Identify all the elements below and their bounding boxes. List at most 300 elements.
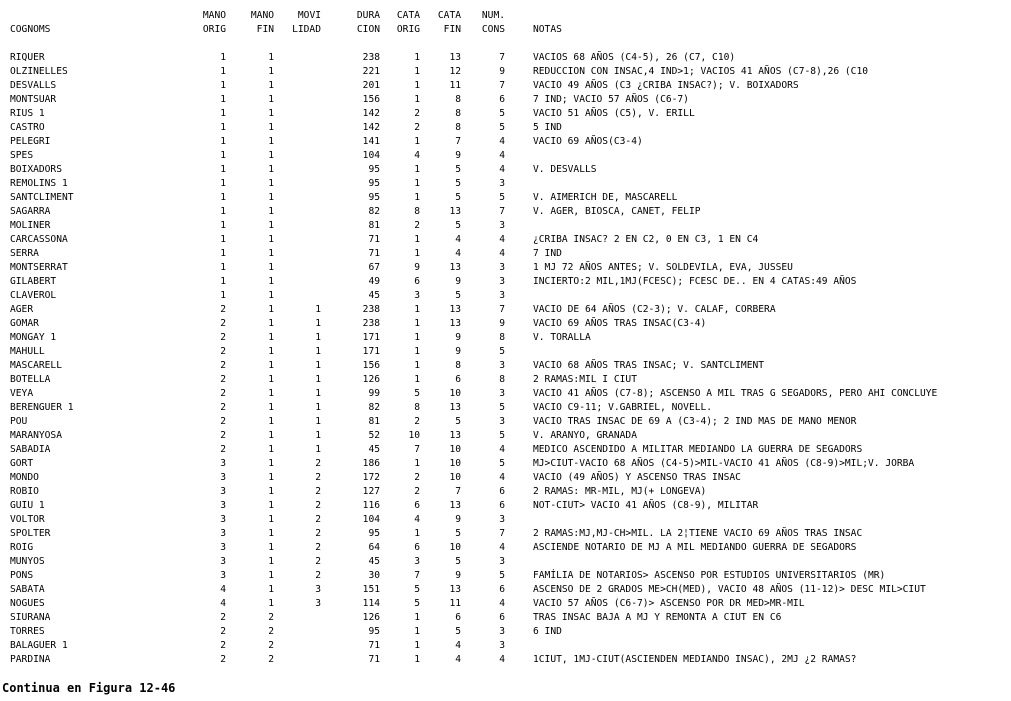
cell-movilidad — [284, 191, 321, 205]
cell-mano-fin: 1 — [268, 108, 274, 119]
cell-cata-orig: 1 — [414, 66, 420, 77]
cell-cata-orig: 1 — [414, 332, 420, 343]
cell-cata-fin: 13 — [449, 500, 461, 511]
cell-cognoms: SERRA — [10, 248, 39, 259]
cell-duracion: 142 — [362, 108, 380, 119]
cell-cata-orig: 1 — [414, 612, 420, 623]
cell-mano-orig: 2 — [220, 626, 226, 637]
cell-num-cons: 4 — [499, 444, 505, 455]
cell-cata-fin: 13 — [449, 402, 461, 413]
cell-movilidad: 1 — [315, 416, 321, 427]
cell-mano-fin: 1 — [268, 388, 274, 399]
cell-cata-fin: 11 — [449, 80, 461, 91]
cell-cognoms: OLZINELLES — [10, 66, 68, 77]
cell-movilidad — [284, 79, 321, 93]
cell-notas: NOT-CIUT> VACIO 41 AÑOS (C8-9), MILITAR — [533, 500, 759, 511]
cell-mano-fin: 1 — [268, 416, 274, 427]
cell-cata-fin: 5 — [455, 178, 461, 189]
cell-cata-fin: 13 — [449, 52, 461, 63]
cell-duracion: 127 — [362, 486, 380, 497]
cell-notas: TRAS INSAC BAJA A MJ Y REMONTA A CIUT EN C6 — [533, 612, 782, 623]
cell-notas — [533, 289, 1008, 303]
cell-mano-fin: 1 — [268, 248, 274, 259]
cell-cata-fin: 5 — [455, 626, 461, 637]
cell-num-cons: 4 — [499, 654, 505, 665]
cell-notas: V. AIMERICH DE, MASCARELL — [533, 192, 678, 203]
cell-cata-orig: 2 — [414, 220, 420, 231]
cell-num-cons: 6 — [499, 584, 505, 595]
cell-cata-fin: 9 — [455, 570, 461, 581]
cell-num-cons: 4 — [499, 542, 505, 553]
cell-cata-fin: 13 — [449, 262, 461, 273]
cell-duracion: 99 — [368, 388, 380, 399]
cell-cata-orig: 1 — [414, 304, 420, 315]
cell-movilidad: 2 — [315, 570, 321, 581]
cell-duracion: 67 — [368, 262, 380, 273]
cell-cata-orig: 5 — [414, 598, 420, 609]
cell-movilidad: 1 — [315, 318, 321, 329]
cell-mano-orig: 4 — [220, 598, 226, 609]
cell-mano-fin: 1 — [268, 318, 274, 329]
cell-cognoms: MASCARELL — [10, 360, 62, 371]
cell-cognoms: BERENGUER 1 — [10, 402, 74, 413]
cell-cata-fin: 5 — [455, 220, 461, 231]
cell-cata-fin: 9 — [455, 346, 461, 357]
cell-movilidad — [284, 625, 321, 639]
cell-duracion: 104 — [362, 514, 380, 525]
cell-cata-orig: 2 — [414, 472, 420, 483]
cell-mano-fin: 1 — [268, 570, 274, 581]
cell-num-cons: 7 — [499, 528, 505, 539]
cell-duracion: 71 — [368, 248, 380, 259]
cell-movilidad — [284, 639, 321, 653]
cell-cata-fin: 13 — [449, 430, 461, 441]
cell-mano-orig: 1 — [220, 80, 226, 91]
cell-cognoms: TORRES — [10, 626, 45, 637]
cell-num-cons: 5 — [499, 108, 505, 119]
cell-num-cons: 4 — [499, 472, 505, 483]
cell-notas: VACIOS 68 AÑOS (C4-5), 26 (C7, C10) — [533, 52, 736, 63]
cell-cognoms: BOTELLA — [10, 374, 51, 385]
cell-mano-orig: 2 — [220, 304, 226, 315]
cell-mano-fin: 1 — [268, 472, 274, 483]
cell-movilidad: 1 — [315, 402, 321, 413]
cell-mano-orig: 2 — [220, 346, 226, 357]
header-duracion: CION — [356, 24, 380, 35]
cell-cata-orig: 2 — [414, 416, 420, 427]
cell-duracion: 95 — [368, 164, 380, 175]
cell-mano-orig: 1 — [220, 94, 226, 105]
cell-duracion: 45 — [368, 444, 380, 455]
cell-num-cons: 7 — [499, 304, 505, 315]
header-cata-orig: CATA — [396, 10, 420, 21]
cell-movilidad: 2 — [315, 500, 321, 511]
cell-cata-fin: 8 — [455, 94, 461, 105]
cell-mano-orig: 3 — [220, 500, 226, 511]
cell-cata-fin: 5 — [455, 416, 461, 427]
cell-mano-fin: 1 — [268, 206, 274, 217]
cell-cata-orig: 10 — [408, 430, 420, 441]
cell-mano-orig: 1 — [220, 192, 226, 203]
cell-mano-orig: 1 — [220, 150, 226, 161]
cell-cata-orig: 2 — [414, 486, 420, 497]
cell-cata-orig: 1 — [414, 94, 420, 105]
cell-notas: VACIO TRAS INSAC DE 69 A (C3-4); 2 IND MAS DE MANO MENOR — [533, 416, 857, 427]
cell-mano-fin: 1 — [268, 374, 274, 385]
cell-cata-fin: 6 — [455, 374, 461, 385]
cell-mano-fin: 1 — [268, 262, 274, 273]
cell-cognoms: BOIXADORS — [10, 164, 62, 175]
cell-movilidad — [284, 163, 321, 177]
cell-notas: 1CIUT, 1MJ-CIUT(ASCIENDEN MEDIANDO INSAC), 2MJ ¿2 RAMAS? — [533, 654, 857, 665]
cell-notas — [533, 513, 1008, 527]
cell-movilidad — [284, 289, 321, 303]
cell-mano-orig: 1 — [220, 248, 226, 259]
cell-mano-orig: 1 — [220, 290, 226, 301]
cell-num-cons: 3 — [499, 388, 505, 399]
cell-cata-fin: 13 — [449, 206, 461, 217]
cell-mano-fin: 1 — [268, 486, 274, 497]
cell-num-cons: 7 — [499, 80, 505, 91]
cell-num-cons: 6 — [499, 94, 505, 105]
cell-cata-fin: 8 — [455, 122, 461, 133]
cell-cognoms: MONTSUAR — [10, 94, 57, 105]
cell-mano-orig: 1 — [220, 108, 226, 119]
cell-mano-fin: 1 — [268, 598, 274, 609]
cell-num-cons: 6 — [499, 500, 505, 511]
cell-duracion: 95 — [368, 178, 380, 189]
cell-cognoms: MONDO — [10, 472, 39, 483]
cell-cata-orig: 9 — [414, 262, 420, 273]
cell-duracion: 114 — [362, 598, 380, 609]
cell-cognoms: VEYA — [10, 388, 34, 399]
header-num-cons: CONS — [481, 24, 505, 35]
cell-movilidad — [284, 219, 321, 233]
cell-duracion: 95 — [368, 528, 380, 539]
cell-movilidad: 1 — [315, 304, 321, 315]
cell-movilidad — [284, 135, 321, 149]
cell-cognoms: CARCASSONA — [10, 234, 68, 245]
cell-mano-orig: 1 — [220, 220, 226, 231]
cell-movilidad — [284, 107, 321, 121]
cell-cata-orig: 7 — [414, 570, 420, 581]
cell-duracion: 186 — [362, 458, 380, 469]
cell-mano-fin: 1 — [268, 444, 274, 455]
cell-num-cons: 6 — [499, 612, 505, 623]
header-cognoms — [10, 9, 150, 23]
cell-duracion: 126 — [362, 612, 380, 623]
cell-cata-fin: 5 — [455, 290, 461, 301]
cell-duracion: 45 — [368, 556, 380, 567]
cell-cata-fin: 13 — [449, 318, 461, 329]
cell-cognoms: GOMAR — [10, 318, 39, 329]
cell-cognoms: MUNYOS — [10, 556, 45, 567]
cell-num-cons: 5 — [499, 402, 505, 413]
cell-mano-fin: 1 — [268, 220, 274, 231]
cell-cata-fin: 12 — [449, 66, 461, 77]
header-duracion: DURA — [356, 10, 380, 21]
cell-duracion: 172 — [362, 472, 380, 483]
cell-mano-orig: 1 — [220, 164, 226, 175]
cell-mano-orig: 3 — [220, 556, 226, 567]
cell-mano-fin: 1 — [268, 430, 274, 441]
cell-movilidad — [284, 121, 321, 135]
cell-cata-orig: 1 — [414, 52, 420, 63]
cell-movilidad: 2 — [315, 528, 321, 539]
cell-mano-orig: 1 — [220, 276, 226, 287]
cell-movilidad: 1 — [315, 332, 321, 343]
cell-movilidad: 2 — [315, 542, 321, 553]
header-mano-fin: FIN — [256, 24, 274, 35]
cell-notas: 7 IND; VACIO 57 AÑOS (C6-7) — [533, 94, 689, 105]
cell-cata-orig: 4 — [414, 514, 420, 525]
header-num-cons: NUM. — [481, 10, 505, 21]
cell-cata-orig: 1 — [414, 374, 420, 385]
cell-mano-fin: 1 — [268, 178, 274, 189]
cell-cata-orig: 3 — [414, 556, 420, 567]
cell-mano-orig: 1 — [220, 234, 226, 245]
cell-duracion: 71 — [368, 640, 380, 651]
cell-mano-fin: 1 — [268, 276, 274, 287]
cell-notas: 2 RAMAS:MJ,MJ-CH>MIL. LA 2¦TIENE VACIO 69 AÑOS TRAS INSAC — [533, 528, 863, 539]
cell-cata-fin: 6 — [455, 612, 461, 623]
cell-cata-fin: 10 — [449, 444, 461, 455]
cell-num-cons: 3 — [499, 556, 505, 567]
cell-movilidad: 1 — [315, 374, 321, 385]
cell-duracion: 142 — [362, 122, 380, 133]
cell-num-cons: 3 — [499, 640, 505, 651]
cell-cognoms: POU — [10, 416, 28, 427]
cell-movilidad: 3 — [315, 598, 321, 609]
cell-mano-fin: 1 — [268, 52, 274, 63]
cell-cata-orig: 1 — [414, 318, 420, 329]
cell-duracion: 238 — [362, 304, 380, 315]
cell-cognoms: MONTSERRAT — [10, 262, 68, 273]
cell-cata-orig: 6 — [414, 500, 420, 511]
cell-cata-orig: 2 — [414, 108, 420, 119]
cell-cata-orig: 5 — [414, 388, 420, 399]
cell-mano-orig: 3 — [220, 458, 226, 469]
cell-num-cons: 7 — [499, 52, 505, 63]
cell-mano-fin: 1 — [268, 94, 274, 105]
cell-duracion: 45 — [368, 290, 380, 301]
cell-duracion: 64 — [368, 542, 380, 553]
cell-notas: VACIO 68 AÑOS TRAS INSAC; V. SANTCLIMENT — [533, 360, 765, 371]
cell-cata-fin: 4 — [455, 248, 461, 259]
cell-cata-fin: 5 — [455, 528, 461, 539]
cell-mano-orig: 2 — [220, 360, 226, 371]
header-mano-orig: ORIG — [202, 24, 226, 35]
cell-movilidad — [284, 177, 321, 191]
cell-mano-orig: 2 — [220, 374, 226, 385]
cell-cata-orig: 1 — [414, 360, 420, 371]
cell-cognoms: MOLINER — [10, 220, 51, 231]
cell-mano-fin: 1 — [268, 360, 274, 371]
cell-cata-fin: 10 — [449, 472, 461, 483]
header-notas: NOTAS — [533, 24, 562, 35]
cell-notas: VACIO 51 AÑOS (C5), V. ERILL — [533, 108, 695, 119]
cell-cata-orig: 1 — [414, 192, 420, 203]
cell-mano-fin: 1 — [268, 458, 274, 469]
cell-cata-orig: 2 — [414, 122, 420, 133]
cell-notas — [533, 555, 1008, 569]
cell-movilidad: 2 — [315, 472, 321, 483]
cell-cata-fin: 10 — [449, 458, 461, 469]
cell-mano-fin: 1 — [268, 346, 274, 357]
cell-duracion: 81 — [368, 220, 380, 231]
cell-num-cons: 5 — [499, 122, 505, 133]
cell-num-cons: 3 — [499, 290, 505, 301]
cell-notas: V. AGER, BIOSCA, CANET, FELIP — [533, 206, 701, 217]
cell-mano-orig: 1 — [220, 262, 226, 273]
cell-cata-orig: 1 — [414, 136, 420, 147]
cell-cognoms: MAHULL — [10, 346, 45, 357]
cell-num-cons: 3 — [499, 514, 505, 525]
cell-num-cons: 3 — [499, 276, 505, 287]
cell-notas: REDUCCION CON INSAC,4 IND>1; VACIOS 41 AÑOS (C7-8),26 (C10 — [533, 66, 869, 77]
cell-movilidad — [284, 51, 321, 65]
cell-duracion: 171 — [362, 346, 380, 357]
cell-cata-orig: 1 — [414, 248, 420, 259]
cell-duracion: 71 — [368, 234, 380, 245]
cell-num-cons: 5 — [499, 458, 505, 469]
cell-duracion: 82 — [368, 206, 380, 217]
cell-mano-fin: 2 — [268, 654, 274, 665]
cell-duracion: 49 — [368, 276, 380, 287]
cell-num-cons: 5 — [499, 192, 505, 203]
cell-cata-fin: 7 — [455, 136, 461, 147]
cell-cognoms: SABATA — [10, 584, 45, 595]
cell-cata-orig: 4 — [414, 150, 420, 161]
cell-mano-orig: 4 — [220, 584, 226, 595]
cell-cognoms: PONS — [10, 570, 34, 581]
cell-duracion: 238 — [362, 318, 380, 329]
cell-duracion: 201 — [362, 80, 380, 91]
cell-cognoms: SPES — [10, 150, 34, 161]
cell-cata-orig: 6 — [414, 542, 420, 553]
header-cata-fin: FIN — [443, 24, 461, 35]
cell-cata-orig: 1 — [414, 654, 420, 665]
cell-num-cons: 5 — [499, 346, 505, 357]
cell-duracion: 221 — [362, 66, 380, 77]
cell-notas — [533, 149, 1008, 163]
cell-cata-fin: 8 — [455, 360, 461, 371]
cell-mano-orig: 1 — [220, 178, 226, 189]
cell-cata-fin: 4 — [455, 640, 461, 651]
cell-mano-orig: 2 — [220, 388, 226, 399]
cell-cata-orig: 1 — [414, 640, 420, 651]
cell-movilidad — [284, 93, 321, 107]
cell-num-cons: 3 — [499, 220, 505, 231]
cell-cognoms: REMOLINS 1 — [10, 178, 68, 189]
cell-duracion: 104 — [362, 150, 380, 161]
cell-num-cons: 8 — [499, 374, 505, 385]
cell-mano-orig: 3 — [220, 472, 226, 483]
header-cata-fin: CATA — [437, 10, 461, 21]
cell-mano-fin: 2 — [268, 626, 274, 637]
cell-mano-orig: 1 — [220, 206, 226, 217]
cell-movilidad — [284, 653, 321, 667]
cell-notas: INCIERTO:2 MIL,1MJ(FCESC); FCESC DE.. EN 4 CATAS:49 AÑOS — [533, 276, 857, 287]
cell-num-cons: 4 — [499, 164, 505, 175]
cell-duracion: 171 — [362, 332, 380, 343]
cell-duracion: 141 — [362, 136, 380, 147]
cell-cognoms: MARANYOSA — [10, 430, 62, 441]
header-mano-orig: MANO — [202, 10, 226, 21]
cell-cata-orig: 1 — [414, 528, 420, 539]
cell-movilidad: 1 — [315, 346, 321, 357]
cell-cata-orig: 1 — [414, 346, 420, 357]
cell-num-cons: 3 — [499, 360, 505, 371]
cell-notas: VACIO 69 AÑOS(C3-4) — [533, 136, 643, 147]
cell-mano-orig: 1 — [220, 52, 226, 63]
cell-cata-fin: 13 — [449, 584, 461, 595]
cell-notas: V. TORALLA — [533, 332, 591, 343]
header-cognoms: COGNOMS — [10, 24, 51, 35]
header-mano-fin: MANO — [250, 10, 274, 21]
cell-num-cons: 4 — [499, 136, 505, 147]
cell-notas: MEDICO ASCENDIDO A MILITAR MEDIANDO LA GUERRA DE SEGADORS — [533, 444, 863, 455]
cell-movilidad — [284, 611, 321, 625]
cell-cognoms: BALAGUER 1 — [10, 640, 68, 651]
cell-mano-orig: 2 — [220, 332, 226, 343]
cell-mano-orig: 1 — [220, 122, 226, 133]
cell-mano-fin: 1 — [268, 304, 274, 315]
cell-notas — [533, 177, 1008, 191]
cell-notas: V. DESVALLS — [533, 164, 597, 175]
cell-notas — [533, 345, 1008, 359]
cell-movilidad: 1 — [315, 430, 321, 441]
cell-cognoms: ROBIO — [10, 486, 39, 497]
cell-notas: VACIO C9-11; V.GABRIEL, NOVELL. — [533, 402, 713, 413]
cell-num-cons: 3 — [499, 262, 505, 273]
cell-notas: ¿CRIBA INSAC? 2 EN C2, 0 EN C3, 1 EN C4 — [533, 234, 759, 245]
cell-duracion: 52 — [368, 430, 380, 441]
cell-mano-orig: 2 — [220, 654, 226, 665]
cell-mano-orig: 1 — [220, 136, 226, 147]
cell-duracion: 151 — [362, 584, 380, 595]
cell-notas: V. ARANYO, GRANADA — [533, 430, 637, 441]
cell-mano-orig: 1 — [220, 66, 226, 77]
cell-cata-fin: 10 — [449, 542, 461, 553]
continuation-caption: Continua en Figura 12-46 — [2, 681, 176, 695]
cell-movilidad: 2 — [315, 514, 321, 525]
cell-duracion: 71 — [368, 654, 380, 665]
cell-mano-fin: 1 — [268, 66, 274, 77]
cell-duracion: 116 — [362, 500, 380, 511]
cell-mano-fin: 1 — [268, 136, 274, 147]
cell-cata-fin: 4 — [455, 654, 461, 665]
cell-cata-fin: 8 — [455, 108, 461, 119]
cell-mano-orig: 2 — [220, 640, 226, 651]
cell-notas — [533, 639, 1008, 653]
cell-mano-fin: 1 — [268, 542, 274, 553]
cell-mano-orig: 2 — [220, 612, 226, 623]
cell-cognoms: GORT — [10, 458, 34, 469]
cell-mano-fin: 1 — [268, 192, 274, 203]
cell-duracion: 156 — [362, 94, 380, 105]
header-movilidad: MOVI — [297, 10, 321, 21]
cell-mano-fin: 1 — [268, 234, 274, 245]
cell-cognoms: AGER — [10, 304, 34, 315]
cell-cognoms: PELEGRI — [10, 136, 51, 147]
cell-mano-orig: 2 — [220, 402, 226, 413]
cell-notas: ASCENSO DE 2 GRADOS ME>CH(MED), VACIO 48 AÑOS (11-12)> DESC MIL>CIUT — [533, 584, 926, 595]
cell-movilidad — [284, 261, 321, 275]
cell-notas: 1 MJ 72 AÑOS ANTES; V. SOLDEVILA, EVA, JUSSEU — [533, 262, 793, 273]
cell-cognoms: SABADIA — [10, 444, 51, 455]
cell-mano-fin: 1 — [268, 528, 274, 539]
